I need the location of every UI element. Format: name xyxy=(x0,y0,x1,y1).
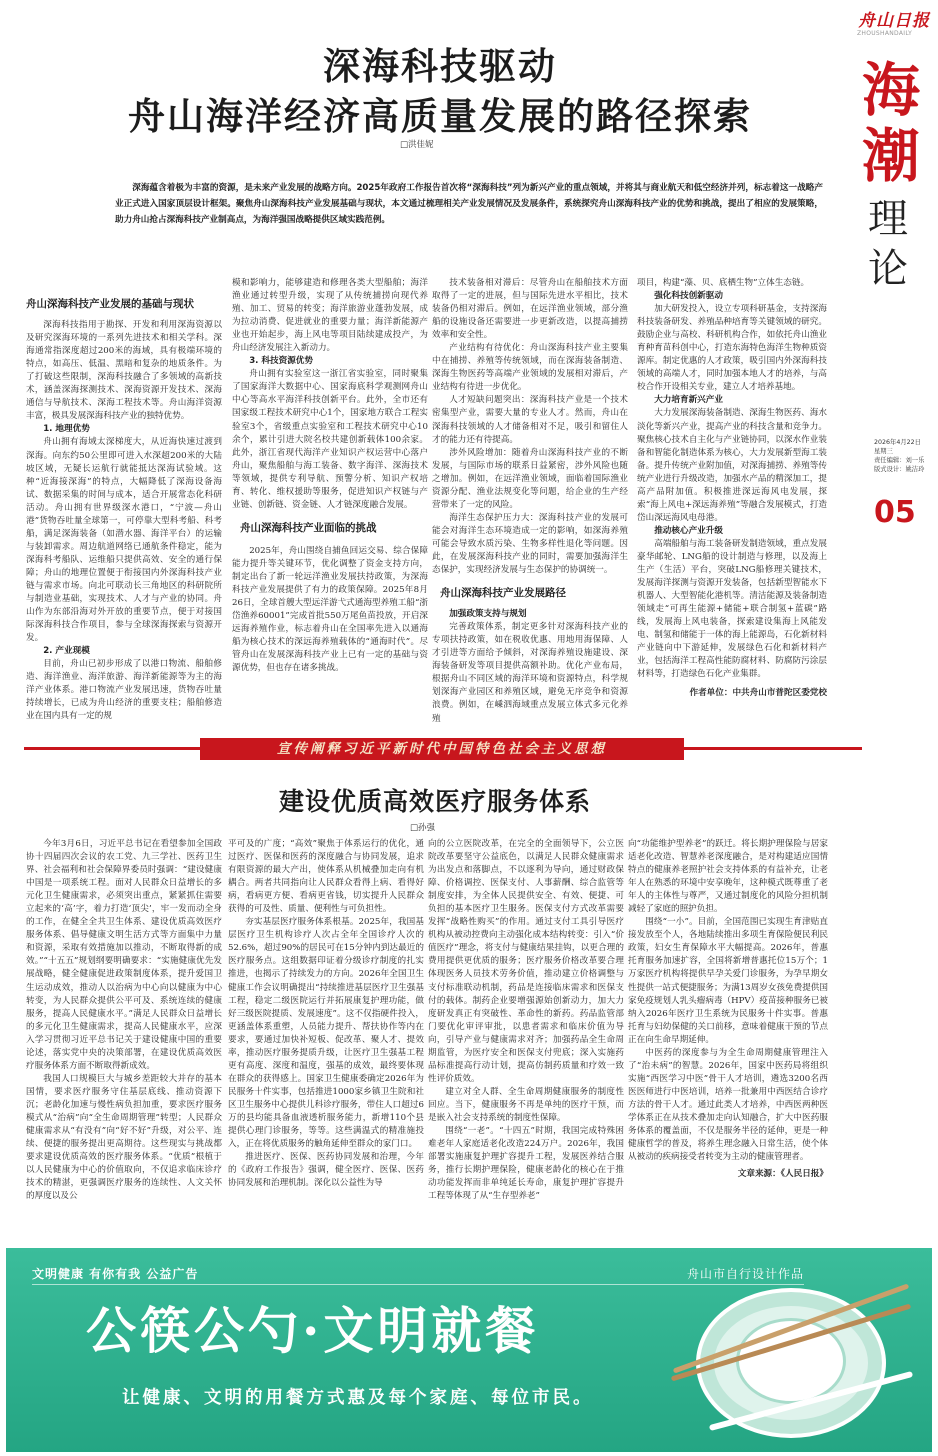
article-source: 文章来源：《人民日报》 xyxy=(737,1169,828,1180)
subheading: 3. 科技资源优势 xyxy=(249,356,313,367)
article1-column-2 xyxy=(232,277,428,728)
designer-credit: 版式设计：姚洁玲 xyxy=(874,466,925,473)
paragraph: 夯实基层医疗服务体系根基。2025年，我国基层医疗卫生机构诊疗人次占全年全国诊疗人次的52.6%，超过90%的居民可在15分钟内到达最近的医疗服务点。这组数据印证着分级诊疗制度的扎实推进，也揭示了持续发力的方向。2026年全国卫生健康工作会议明确提出“持续推进基层医疗卫生强基工程，稳定二级医院运行并拓展康复护理功能，做好三级医院提质、发展速度”。这不仅指硬件投入，更涵盖体系重塑，人员能力提升、帮扶协作等内在要求，要通过加快补短板、促改革、聚人才、提效率，推动医疗服务提质升级，让医疗卫生强基工程更有高度、深度和温度，强基的成效，最终要体现在群众的获得感上。国家卫生健康委确定2026年为民服务十件实事，包括推进1000家乡镇卫生院和社区卫生服务中心提供儿科诊疗服务，带住人口超过6万的县均能具备血液透析服务能力，新增110个县提供心理门诊服务，等等。这些满温式的精准施投入，正在将优质服务的触角延伸至群众的家门口。 xyxy=(228,917,424,1150)
subheading: 加强政策支持与规划 xyxy=(449,609,527,620)
article1-column-4 xyxy=(637,277,827,728)
paragraph: 加大研发投入，设立专项科研基金，支持深海科技装备研发、养殖品种培育等关键领域的研究。鼓励企业与高校、科研机构合作，如依托舟山渔业育种育苗科创中心，打造东海特色海洋生物种质资源库。制定优惠的人才政策，吸引国内外深海科技领域的高端人才，同时加强本地人才的培养，与高校合作开设相关专业，建立人才培养基地。 xyxy=(637,304,827,393)
ad-title: 公筷公勺·文明就餐 xyxy=(86,1301,540,1360)
paragraph: 向的公立医院改革，在完全的全面领导下，公立医院改革要坚守公益底色，以满足人民群众健康需求为出发点和落脚点，不以逐利为导向，通过财政保障、价格调控、医保支付、人事薪酬、综合监管等制度安排，为全体人民提供安全、有效、便捷、可负担的基本医疗卫生服务。医保支付方式改革需要发挥“战略性购买”的作用。通过支付工具引导医疗机构从被动控费向主动强化成本结构转变：引入“价值医疗”理念，将支付与健康结果挂钩，以更合理的费用提供更优质的服务；医疗服务价格改革要合理体现医务人员技术劳务价值，推动建立价格调整与支付标准联动机制，药品是连接临床需求和医保支付的载体。制药企业要增强源始创新动力，加大力度研发真正有突破性、革命性的新药。药品监管部门要优化审评审批，以患者需求和临床价值为导向，引导产业与健康需求对齐；加强药品全生命周期监管，为医疗安全和医保支付兜底；深入实施药品标准提高行动计划，提高仿制药质量和疗效一致性评价质效。 xyxy=(428,839,624,1084)
paragraph: 围绕“一老”。“十四五”时期，我国完成特殊困难老年人家庭适老化改造224万户。2026年，我国部署实施康复护理扩容提升工程，发展医养结合服务，推行长期护理保险，健康老龄化的核心在于推动功能发挥而非单纯延长寿命，康复护理扩容提升工程等体现了从“生存型养老” xyxy=(428,1126,624,1202)
paragraph: 舟山拥有实验室这一浙江省实验室，同时聚集了国家海洋大数据中心、国家海底科学观测网舟山中心等高水平海洋科技创新平台。此外，全市还有国家级工程技术研究中心1个，国家地方联合工程实验室3个，省级重点实验室和工程技术研究中心10余个，累计引进大院名校共建创新载体100余家。此外，浙江省现代海洋产业知识产权运营中心落户舟山，聚焦船舶与海工装备、数字海洋、深海技术等领域，提供专利导航、预警分析、知识产权培育、转化、维权援助等服务，促进知识产权链与产业链、创新链、资金链、人才链深度融合发展。 xyxy=(232,369,428,510)
subheading: 推动核心产业升级 xyxy=(654,525,723,536)
newspaper-logo: 舟山日报 xyxy=(858,11,930,31)
paragraph: 大力发展深海装备制造、深海生物医药、海水淡化等新兴产业，提高产业的科技含量和竞争力。聚焦核心技术自主化与产业链协同，以深水作业装备和智能化制造体系为核心，大力发展新型海工装备。提升传统产业附加值，对深海捕捞、养殖等传统产业进行升级改造，加强水产品的精深加工，提高产品附加值。积极推进深远海风电发展，探索“海上风电+深远海养殖”等融合发展模式，打造岱山深远海风电母港。 xyxy=(637,408,827,523)
issue-date: 2026年4月22日 xyxy=(874,439,921,446)
article1-summary: 深海蕴含着极为丰富的资源，是未来产业发展的战略方向。2025年政府工作报告首次将“深海科技”列为新兴产业的重点领域，并将其与商业航天和低空经济并列，标志着这一战略产业正式进入国家顶层设计框架。聚焦舟山深海科技产业发展基础与现状，本文通过梳理相关产业发展情况及发展条件，系统探究舟山深海科技产业的优势和挑战，提出了相应的发展策略，助力舟山抢占深海科技产业制高点，为海洋强国战略提供区域实践范例。 xyxy=(115,183,823,225)
paragraph: 涉外风险增加：随着舟山深海科技产业的不断发展，与国际市场的联系日益紧密，涉外风险也随之增加。例如，在远洋渔业领域，面临着国际渔业资源分配、渔业法规变化等问题，给企业的生产经营带来了一定的风险。 xyxy=(432,447,628,510)
paragraph: 深海科技指用于勘探、开发和利用深海资源以及研究深海环境的一系列先进技术和相关学科。深海通常指深度超过200米的海域，具有极端环境的特点，如高压、低温、黑暗和复杂的地质条件。为了打破这些限制，深海科技融合了多领域的高新技术，涵盖深海探测技术、深海资源开发技术、深海通信与导航技术、深海工程技术等。舟山海洋资源丰富，极具发展深海科技产业的独特优势。 xyxy=(26,320,222,422)
paragraph: 建立对全人群、全生命周期健康服务的制度性回应。当下，健康服务不再是单纯的医疗干预，而是嵌入社会支持系统的制度性保障。 xyxy=(428,1086,624,1123)
public-service-ad xyxy=(6,1248,932,1452)
paragraph: 围绕“一小”。目前，全国范围已实现生育津贴直接发放至个人，各地陆续推出多项生育保险便民利民政策，妇女生育保障水平大幅提高。2026年，普惠托育服务加速扩容，全国将新增普惠托位15万个；1万家医疗机构将提供早孕关爱门诊服务，为孕早期女性提供一站式便捷服务；为满13周岁女孩免费提供国家免疫规划人乳头瘤病毒（HPV）疫苗接种服务已被纳入2026年医疗卫生系统为民服务十件实事。普惠托育与妇幼保健的关口前移，意味着健康干预的节点正在向生命早期延伸。 xyxy=(628,917,828,1045)
paragraph: 舟山拥有海域太深梯度大，从近海快速过渡到深海。向东约50公里即可进入水深超200米的大陆坡区域，无疑长运航行就能抵达深海试验域。这种“近海接深海”的特点，大幅降低了深海设备海试、数据采集的时间与成本，适合开展常态化科研活动。舟山拥有世界级深水港口，“宁波—舟山港”货物吞吐量全球第一，可停靠大型科考船、科考船，满足深海装备（如潜水器、海洋平台）的运输与装卸需求。周边航道网络已通航条件稳定，能为深海科考船队、运维船只提供高效、安全的通行保障；舟山的地理位置便于衔接国内外深海科技产业链与需求市场。向北可联动长三角地区的科研院所与制造业基础，实现技术、人才与产业的协同。舟山作为东部沿海对外开放的重要节点，便于对接国际深海科技合作项目，参与全球深海探索与资源开发。 xyxy=(26,437,222,644)
paragraph: 中医药的深度参与为全生命周期健康管理注入了“治未病”的智慧。2026年，国家中医药局将组织实施“西医学习中医”骨干人才培训，遴选3200名西医医师进行中医培训，培养一批兼用中西医结合诊疗方法的骨干人才。通过此类人才培养，中西医两种医学体系正在从技术叠加走向认知融合，扩大中医药服务体系的覆盖面，不仅是服务半径的延伸，更是一种健康哲学的普及，将养生理念融入日常生活，使个体从被动的疾病接受者转变为主动的健康管理者。 xyxy=(628,1047,828,1163)
ad-top-right-text: 舟山市自行设计作品 xyxy=(686,1267,804,1281)
theme-banner: 宣传阐释习近平新时代中国特色社会主义思想 xyxy=(200,738,684,760)
subheading: 2. 产业现模 xyxy=(43,646,90,657)
issue-weekday: 星期三 xyxy=(874,448,893,455)
article2-column-4 xyxy=(628,838,828,1240)
section-title-char-3: 理 xyxy=(868,196,908,242)
article1-author: □洪佳妮 xyxy=(400,140,434,150)
paragraph: 高端船舶与海工装备研发制造领域，重点发展豪华邮轮、LNG船的设计制造与修理，以及海上生产（生活）平台，突破LNG船修理关键技术，发展海洋探测与资源开发装备，包括新型智能水下机器人、大型智能化港机等。清洁能源及装备制造领域走“可再生能源+储能+联合制氢+蓝碳”路线，发展海上风电装备，探索建设集海上风能发电、制氢和储能于一体的海上能源岛，石化新材料产业链向中下游延伸，发展绿色石化和新材料产业，包括海洋工程高性能防腐材料、防腐防污涂层材料等，打造绿色石化产业集群。 xyxy=(637,538,827,680)
paragraph: 项目，构建“藻、贝、底栖生物”立体生态链。 xyxy=(637,278,810,288)
paragraph: 目前，舟山已初步形成了以港口物流、船舶修造、海洋渔业、海洋旅游、海洋新能源等为主的海洋产业体系。港口物流产业发展迅速，货物吞吐量持续增长，已成为舟山经济的重要支柱；船舶修造业在国内具有一定的规 xyxy=(26,659,222,722)
section-title-char-2: 潮 xyxy=(862,122,921,190)
paragraph: 我国人口规模巨大与城乡差距较大并存的基本国情，要求医疗服务守住基层底线、推动资源下沉；老龄化加速与慢性病负担加重，要求医疗服务模式从“治病”向“全生命周期管理”转型；人民群众健康需求从“有没有”向“好不好”升级，对公平、连续、便捷的服务提出更高期待。这些现实与挑战都要求建设优质高效的医疗服务体系。“优质”根植于以人民健康为中心的价值取向，不仅追求临床诊疗技术的精湛，更强调医疗服务的连续性、人文关怀的厚度以及公 xyxy=(26,1073,222,1202)
paragraph: 向“功能维护型养老”的跃迁。将长期护理保险与居家适老化改造、智慧养老深度融合，是对构建适应国情特点的健康养老照护社会支持体系的有益补充，让老年人在熟悉的环境中安享晚年，这种模式既尊重了老年人的主体性与尊严，又通过制度化的风险分担机制减轻了家庭的照护负担。 xyxy=(628,839,828,915)
paragraph: 今年3月6日，习近平总书记在看望参加全国政协十四届四次会议的农工党、九三学社、医药卫生界、社会福利和社会保障界委员时强调：“建设健康中国是一项系统工程。面对人民群众日益增长的多元化卫生健康需求，必须突出重点，紧紧抓住需要立起来的‘高’字，着力打造‘顶尖’，牢一发而动全身的工作，在健全全共卫生体系、建设优质高效医疗服务体系、倡导健康文明生活方式等方面集中力量和资源，采取有效措施加以推动，不断取得新的成效。”“十五五”规划纲要明确要求：“实施健康优先发展战略，健全健康促进政策制度体系，提升爱国卫生运动成效，推动人以治病为中心向以健康为中心转变，为人民群众提供公平可及、系统连续的健康服务，提高人民健康水平。”满足人民群众日益增长的多元化卫生健康需求，提高人民健康水平，应深入学习贯彻习近平总书记关于建设健康中国的重要论述，落实党中央的决策部署，在建设优质高效医疗服务体系方面不断取得新成效。 xyxy=(26,839,222,1071)
ad-slogan: 让健康、文明的用餐方式惠及每个家庭、每位市民。 xyxy=(122,1388,594,1408)
article1-column-3 xyxy=(432,277,628,728)
paragraph: 海洋生态保护压力大：深海科技产业的发展可能会对海洋生态环境造成一定的影响，如深海养殖可能会导致水质污染、生物多样性退化等问题。因此，在发展深海科技产业的同时，需要加强海洋生态保护，实现经济发展与生态保护的协调统一。 xyxy=(432,512,628,576)
subheading: 1. 地理优势 xyxy=(43,424,90,435)
newspaper-logo-sub: ZHOUSHANDAILY xyxy=(857,30,913,37)
article1-title-line1: 深海科技驱动 xyxy=(323,45,557,88)
article1-title xyxy=(40,42,840,142)
ad-top-left-text: 文明健康 有你有我 公益广告 xyxy=(32,1267,199,1281)
article2-column-2 xyxy=(228,838,424,1240)
article1-column-1 xyxy=(26,292,222,728)
paragraph: 人才短缺问题突出：深海科技产业是一个技术密集型产业，需要大量的专业人才。然而，舟山在深海科技领域的人才储备相对不足，吸引和留住人才的能力还有待提高。 xyxy=(432,395,628,445)
paragraph: 产业结构有待优化：舟山深海科技产业主要集中在捕捞、养殖等传统领域，而在深海装备制造、深海生物医药等高端产业领域的发展相对滞后，产业结构有待进一步优化。 xyxy=(432,343,628,393)
article2-column-3 xyxy=(428,838,624,1240)
section-title-char-4: 论 xyxy=(868,246,908,292)
article1-title-line2: 舟山海洋经济高质量发展的路径探索 xyxy=(128,95,752,138)
section-heading: 舟山深海科技产业面临的挑战 xyxy=(240,521,377,534)
section-heading: 舟山深海科技产业发展的基础与现状 xyxy=(26,298,194,310)
paragraph: 完善政策体系，制定更多针对深海科技产业的专项扶持政策，如在税收优惠、用地用海保障、人才引进等方面给予倾斜，对深海养殖设施建设、深海装备研发等项目提供高额补助。优化产业布局，根据舟山不同区域的海洋环境和资源特点，科学规划深海产业园区和养殖区域，避免无序竞争和资源浪费。例如，在嵊泗海域重点发展立体式多元化养殖 xyxy=(432,622,628,724)
page-number: 05 xyxy=(874,495,916,530)
subheading: 大力培育新兴产业 xyxy=(654,395,723,406)
article2-title: 建设优质高效医疗服务体系 xyxy=(278,787,591,816)
ad-underline xyxy=(32,1284,804,1285)
paragraph: 推进医疗、医保、医药协同发展和治理，今年的《政府工作报告》强调，健全医疗、医保、医药协同发展和治理机制。深化以公益性为导 xyxy=(228,1152,424,1189)
paragraph: 模和影响力，能够建造和修理各类大型船舶；海洋渔业通过转型升级，实现了从传统捕捞向现代养殖、加工、贸易的转变；海洋旅游业蓬勃发展，成为拉动消费、促进就业的重要力量；海洋新能源产业也开始起步，海上风电等项目陆续建成投产，为舟山经济发展注入新动力。 xyxy=(232,278,428,354)
author-unit: 作者单位：中共舟山市普陀区委党校 xyxy=(689,688,827,699)
paragraph: 2025年，舟山围绕自捕鱼回运交易、综合保障能力提升等关键环节，优化调整了资金支持方向，制定出台了新一轮远洋渔业发展扶持政策，为深海科技产业发展提供了有力的政策保障。2025年8月26日，全球首艘大型远洋游弋式通海型养殖工船“浙岱渔养60001”完成首批550万尾鱼苗投放，开启深远海养殖作业，标志着舟山在全国率先进入以通海船为核心技术的深远海养殖载体的“通海时代”。尽管舟山在发展深海科技产业上已有一定的基础与资源优势，但也存在诸多挑战。 xyxy=(232,545,428,674)
paragraph: 技术装备相对滞后：尽管舟山在船舶技术方面取得了一定的进展，但与国际先进水平相比，技术装备仍相对滞后。例如，在远洋渔业领域，部分渔船的设施设备还需要进一步更新改造，以提高捕捞效率和安全性。 xyxy=(432,278,628,341)
editor-credit: 责任编辑：刘一乐 xyxy=(874,457,925,464)
section-title-char-1: 海 xyxy=(862,56,921,124)
section-heading: 舟山深海科技产业发展路径 xyxy=(440,587,566,600)
subheading: 强化科技创新驱动 xyxy=(654,291,723,302)
article2-author: □孙强 xyxy=(410,823,436,833)
paragraph: 平可及的广度；“高效”聚焦于体系运行的优化，通过医疗、医保和医药的深度融合与协同发展，追求有限资源的最大产出，使体系从机械叠加走向有机耦合。两者共同指向让人民群众看得上病、看得好病，看病更方便、看病更省钱，切实提升人民群众获得的可及性、质量、便利性与可负担性。 xyxy=(228,839,424,915)
article2-column-1 xyxy=(26,838,222,1240)
